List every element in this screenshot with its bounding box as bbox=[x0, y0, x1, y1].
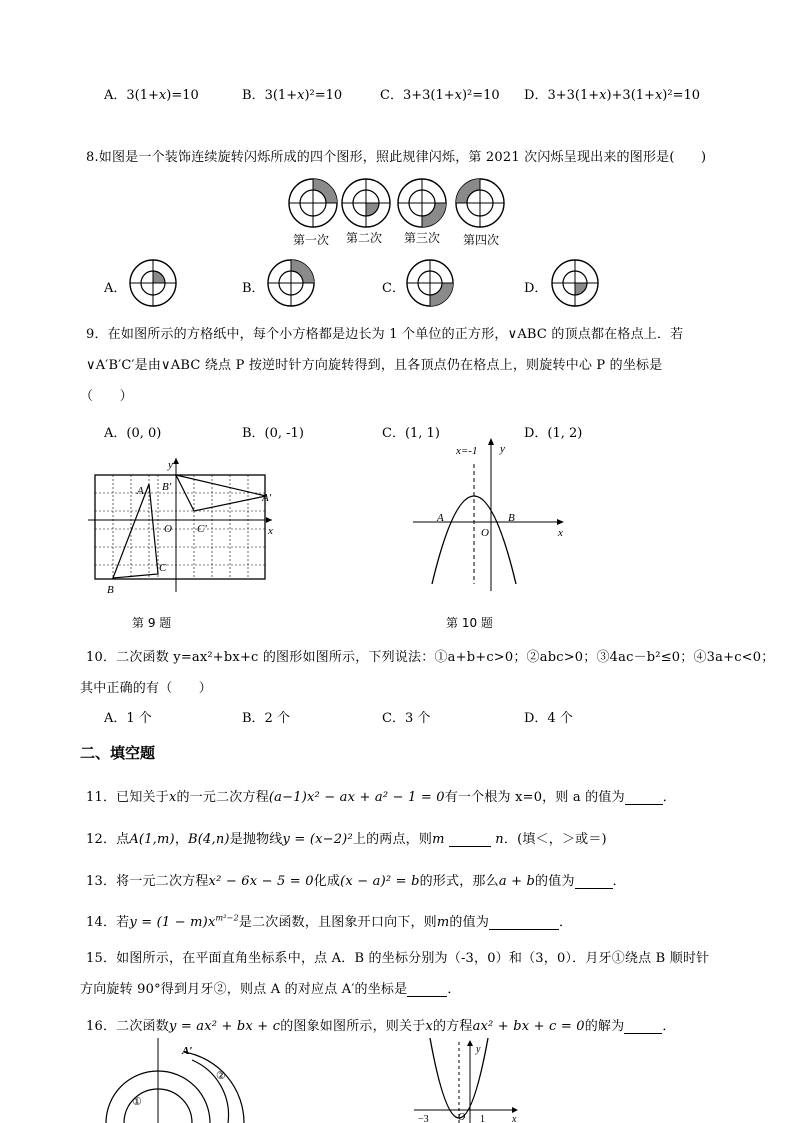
q9-a1-label: A′ bbox=[262, 492, 272, 504]
q7-option-c[interactable]: C．3+3(1+x)²=10 bbox=[380, 88, 500, 103]
q10-caption: 第 10 题 bbox=[446, 616, 493, 630]
q13-answer-blank[interactable] bbox=[575, 888, 613, 889]
q9-c1-label: C′ bbox=[197, 523, 207, 535]
q9-a-label: A bbox=[137, 485, 144, 497]
q16-neg3-label: −3 bbox=[418, 1114, 429, 1123]
q10-option-d[interactable]: D．4 个 bbox=[524, 711, 573, 726]
q9-option-c[interactable]: C．(1, 1) bbox=[382, 426, 440, 441]
q9-b1-label: B′ bbox=[162, 481, 172, 493]
q15-answer-blank[interactable] bbox=[407, 996, 447, 997]
q10-option-a[interactable]: A．1 个 bbox=[104, 711, 152, 726]
q12: 12．点A(1,m)，B(4,n)是抛物线y = (x−2)²上的两点，则m n．(填＜，＞或＝) bbox=[86, 832, 607, 847]
section-title: 二、填空题 bbox=[80, 744, 156, 762]
q9-y-label: y bbox=[168, 459, 173, 471]
q8-caption-3: 第三次 bbox=[404, 231, 441, 245]
q15-crescent-1: ① bbox=[132, 1096, 142, 1108]
wheel-1 bbox=[289, 179, 337, 227]
q16-one-label: 1 bbox=[480, 1114, 485, 1123]
q9-origin-label: O bbox=[164, 523, 172, 535]
q9-option-a[interactable]: A．(0, 0) bbox=[104, 426, 162, 441]
wheel-2 bbox=[342, 179, 390, 227]
q8-option-c-label[interactable]: C． bbox=[382, 281, 405, 296]
q15-line2: 方向旋转 90°得到月牙②，则点 A 的对应点 A′的坐标是 ． bbox=[80, 982, 461, 997]
q9-line1: 9．在如图所示的方格纸中，每个小方格都是边长为 1 个单位的正方形，∨ABC 的顶点都在格点上．若 bbox=[86, 327, 684, 342]
q8-caption-2: 第二次 bbox=[346, 231, 383, 245]
q14: 14．若$y = (1 - m)x^{m^2-2}$是二次函数，且图象开口向下，则m的值为 ． bbox=[86, 913, 573, 930]
q15-line1: 15．如图所示，在平面直角坐标系中，点 A．B 的坐标分别为（-3，0）和（3，0）．月牙①绕点 B 顺时针 bbox=[86, 951, 710, 966]
q9-b-label: B bbox=[107, 584, 114, 596]
q9-option-d[interactable]: D．(1, 2) bbox=[524, 426, 583, 441]
q10-option-b[interactable]: B．2 个 bbox=[242, 711, 290, 726]
q7-option-b[interactable]: B．3(1+x)²=10 bbox=[242, 88, 343, 103]
q10-line1: 10．二次函数 y=ax²+bx+c 的图形如图所示，下列说法：①a+b+c>0；②abc>0；③4ac－b²≤0；④3a+c<0； bbox=[86, 650, 775, 665]
q14-answer-blank[interactable] bbox=[489, 929, 559, 930]
q10-option-c[interactable]: C．3 个 bbox=[382, 711, 431, 726]
wheel-4 bbox=[456, 179, 504, 227]
q8-option-b-label[interactable]: B． bbox=[242, 281, 265, 296]
q10-a-label: A bbox=[437, 512, 444, 524]
q8-option-d-wheel[interactable] bbox=[550, 258, 600, 308]
q9-c-label: C bbox=[159, 562, 167, 574]
q9-x-label: x bbox=[268, 525, 273, 537]
q16-y-label: y bbox=[476, 1044, 481, 1055]
q16-answer-blank[interactable] bbox=[624, 1033, 662, 1034]
q10-axis-label: x=-1 bbox=[456, 445, 478, 457]
q9-grid-lines bbox=[95, 475, 265, 579]
q15-a1-label: A′ bbox=[182, 1045, 193, 1057]
q16-parabola-figure bbox=[410, 1038, 530, 1123]
q8-option-a-label[interactable]: A． bbox=[104, 281, 127, 296]
q12-answer-blank[interactable] bbox=[449, 846, 491, 847]
q7-option-d[interactable]: D．3+3(1+x)+3(1+x)²=10 bbox=[524, 88, 701, 103]
q9-line3: （ ） bbox=[80, 389, 133, 404]
triangle-abc bbox=[113, 484, 158, 578]
q16: 16．二次函数y = ax² + bx + c的图象如图所示，则关于x的方程ax² + bx + c = 0的解为 ． bbox=[86, 1019, 676, 1034]
q9-option-b[interactable]: B．(0, -1) bbox=[242, 426, 304, 441]
q8-caption-4: 第四次 bbox=[463, 233, 500, 247]
q15-crescent-2: ② bbox=[216, 1070, 226, 1082]
q13: 13．将一元二次方程x² − 6x − 5 = 0化成(x − a)² = b的形式，那么a + b的值为 ． bbox=[86, 874, 626, 889]
wheel-3 bbox=[398, 179, 446, 227]
q9-caption: 第 9 题 bbox=[132, 616, 172, 630]
q8-option-a-wheel[interactable] bbox=[128, 258, 178, 308]
q8-caption-1: 第一次 bbox=[293, 233, 330, 247]
q8-option-d-label[interactable]: D． bbox=[524, 281, 548, 296]
q8-option-b-wheel[interactable] bbox=[266, 258, 316, 308]
q7-option-a[interactable]: A．3(1+x)=10 bbox=[104, 88, 199, 103]
q10-origin-label: O bbox=[481, 527, 489, 539]
q10-y-label: y bbox=[500, 443, 505, 455]
q10-line2: 其中正确的有（ ） bbox=[80, 681, 213, 696]
q8-option-c-wheel[interactable] bbox=[405, 258, 455, 308]
q11-answer-blank[interactable] bbox=[625, 804, 663, 805]
q16-origin-label: O bbox=[458, 1112, 466, 1123]
q10-b-label: B bbox=[508, 512, 515, 524]
q11: 11．已知关于x的一元二次方程(a−1)x² − ax + a² − 1 = 0有一个根为 x=0，则 a 的值为 ． bbox=[86, 790, 676, 805]
q9-grid-figure bbox=[80, 452, 280, 602]
q10-x-label: x bbox=[558, 527, 563, 539]
q15-crescent-figure bbox=[96, 1038, 256, 1123]
q10-parabola-figure bbox=[408, 436, 578, 596]
q9-line2: ∨A′B′C′是由∨ABC 绕点 P 按逆时针方向旋转得到，且各顶点仍在格点上，则旋转中心 P 的坐标是 bbox=[86, 358, 663, 373]
q16-x-label: x bbox=[512, 1114, 517, 1123]
q8-stem: 8.如图是一个装饰连续旋转闪烁所成的四个图形，照此规律闪烁，第 2021 次闪烁呈现出来的图形是( ) bbox=[86, 150, 707, 165]
